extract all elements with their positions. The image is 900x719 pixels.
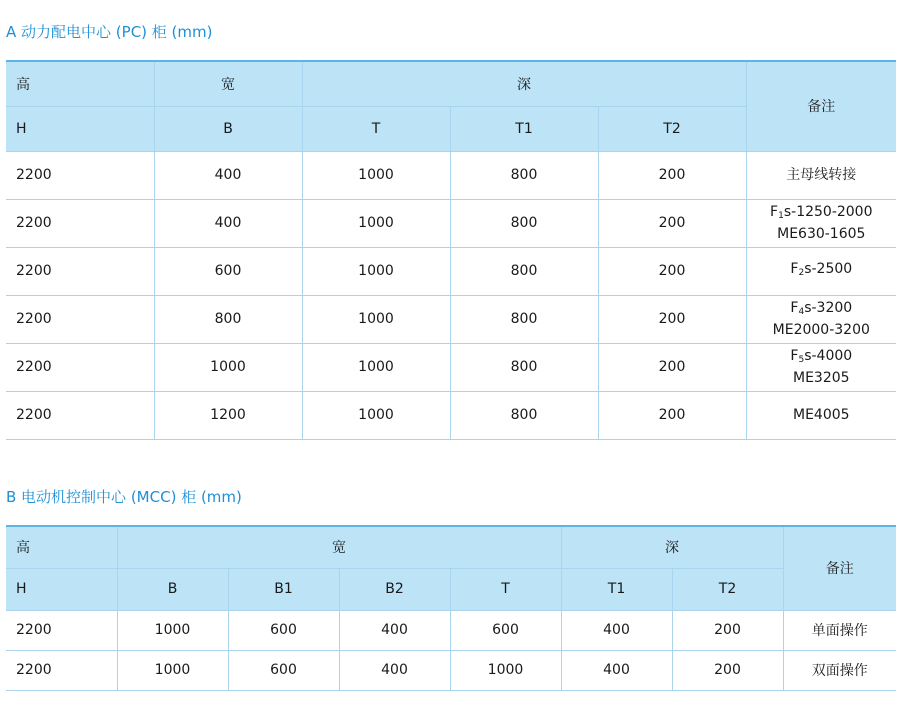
cell-remark	[746, 151, 896, 199]
cell-depth-t1: 800	[450, 295, 598, 343]
header-row-1	[6, 526, 896, 568]
cell-height: 2200	[6, 247, 154, 295]
cell-depth-t2: 200	[598, 295, 746, 343]
table-row	[6, 391, 896, 439]
remark-line: $F_2s-2500$	[790, 261, 853, 278]
header-remark: 备注	[746, 61, 896, 151]
cell-height: 2200	[6, 610, 117, 650]
table-row	[6, 343, 896, 391]
cell-width-b: 1000	[117, 610, 228, 650]
cell-depth-t2: 200	[598, 343, 746, 391]
header-H: H	[6, 568, 117, 610]
cell-depth-t1: 400	[561, 610, 672, 650]
header-height: 高	[6, 61, 154, 106]
section-b-title: B 电动机控制中心 (MCC) 柜 (mm)	[6, 488, 242, 506]
cell-width-b1: 600	[228, 650, 339, 690]
header-T2: T2	[672, 568, 783, 610]
cell-height: 2200	[6, 295, 154, 343]
cell-remark	[746, 247, 896, 295]
cell-depth-t2: 200	[672, 650, 783, 690]
cell-remark	[746, 391, 896, 439]
cell-width-b2: 400	[339, 610, 450, 650]
cell-depth-t: 600	[450, 610, 561, 650]
table-row	[6, 199, 896, 247]
cell-depth-t: 1000	[302, 151, 450, 199]
cell-depth-t: 1000	[302, 295, 450, 343]
header-T2: T2	[598, 106, 746, 151]
cell-height: 2200	[6, 391, 154, 439]
cell-remark: 单面操作	[783, 610, 896, 650]
cell-depth-t1: 800	[450, 391, 598, 439]
cell-depth-t1: 400	[561, 650, 672, 690]
remark-line: $F_5s-4000$	[790, 348, 853, 365]
cell-depth-t2: 200	[598, 247, 746, 295]
cell-height: 2200	[6, 199, 154, 247]
header-depth: 深	[302, 61, 746, 106]
cell-height: 2200	[6, 650, 117, 690]
cell-width-b: 1000	[117, 650, 228, 690]
cell-width-b1: 600	[228, 610, 339, 650]
header-B: B	[117, 568, 228, 610]
section-a-title: A 动力配电中心 (PC) 柜 (mm)	[6, 23, 213, 41]
table-row	[6, 295, 896, 343]
cell-width: 1200	[154, 391, 302, 439]
table-row	[6, 247, 896, 295]
cell-height: 2200	[6, 343, 154, 391]
header-height: 高	[6, 526, 117, 568]
header-remark: 备注	[783, 526, 896, 610]
cell-depth-t: 1000	[302, 247, 450, 295]
cell-depth-t1: 800	[450, 199, 598, 247]
header-B: B	[154, 106, 302, 151]
cell-remark: 双面操作	[783, 650, 896, 690]
cell-depth-t2: 200	[598, 391, 746, 439]
remark-line: 主母线转接	[786, 167, 857, 183]
cell-width: 400	[154, 199, 302, 247]
remark-line: ME2000-3200	[772, 322, 870, 338]
header-row-2	[6, 568, 896, 610]
remark-line: $F_4s-3200$	[790, 300, 853, 317]
cell-width: 800	[154, 295, 302, 343]
cell-remark	[746, 199, 896, 247]
cell-depth-t2: 200	[672, 610, 783, 650]
table-row	[6, 650, 896, 690]
header-width: 宽	[117, 526, 561, 568]
cell-remark	[746, 295, 896, 343]
header-width: 宽	[154, 61, 302, 106]
header-depth: 深	[561, 526, 783, 568]
header-T1: T1	[561, 568, 672, 610]
cell-depth-t: 1000	[302, 391, 450, 439]
remark-line: ME630-1605	[777, 226, 866, 242]
table-row	[6, 151, 896, 199]
cell-depth-t2: 200	[598, 199, 746, 247]
mcc-cabinet-table	[6, 525, 896, 691]
table-row	[6, 610, 896, 650]
header-T: T	[302, 106, 450, 151]
cell-depth-t: 1000	[302, 199, 450, 247]
header-T: T	[450, 568, 561, 610]
cell-depth-t2: 200	[598, 151, 746, 199]
header-B1: B1	[228, 568, 339, 610]
remark-line: ME4005	[793, 407, 850, 423]
cell-width: 600	[154, 247, 302, 295]
cell-depth-t: 1000	[302, 343, 450, 391]
header-T1: T1	[450, 106, 598, 151]
cell-remark	[746, 343, 896, 391]
cell-depth-t: 1000	[450, 650, 561, 690]
cell-width-b2: 400	[339, 650, 450, 690]
pc-cabinet-table	[6, 60, 896, 440]
remark-line: ME3205	[793, 370, 850, 386]
cell-depth-t1: 800	[450, 343, 598, 391]
cell-depth-t1: 800	[450, 151, 598, 199]
remark-line: $F_1s-1250-2000$	[770, 204, 873, 221]
header-H: H	[6, 106, 154, 151]
header-row-1	[6, 61, 896, 106]
cell-width: 400	[154, 151, 302, 199]
cell-height: 2200	[6, 151, 154, 199]
cell-depth-t1: 800	[450, 247, 598, 295]
cell-width: 1000	[154, 343, 302, 391]
header-B2: B2	[339, 568, 450, 610]
